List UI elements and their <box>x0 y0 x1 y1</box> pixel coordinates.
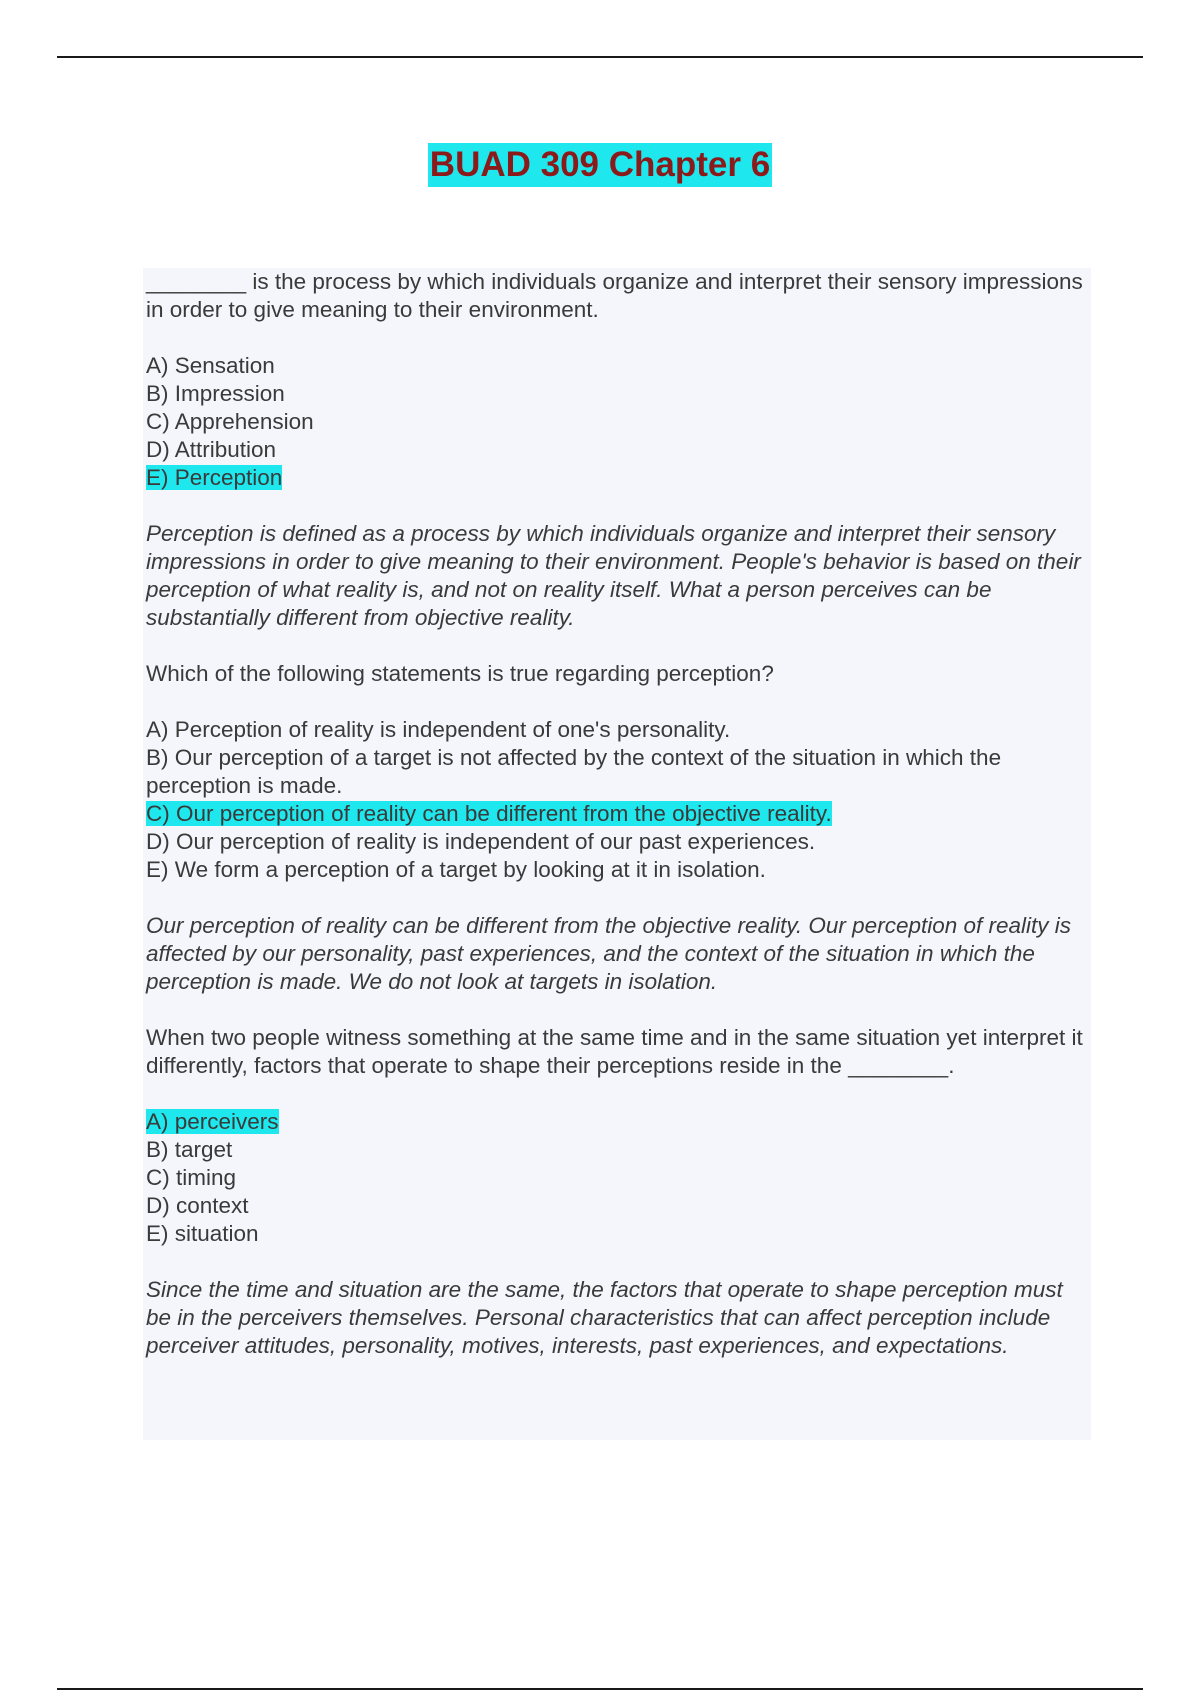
question-block-2 <box>146 660 1091 996</box>
answer-option: D) Attribution <box>146 437 277 462</box>
correct-answer-option: A) perceivers <box>146 1109 279 1134</box>
answer-option: E) We form a perception of a target by looking at it in isolation. <box>146 857 766 882</box>
answer-option: E) situation <box>146 1221 259 1246</box>
answer-options <box>146 352 1091 492</box>
question-text: ________ is the process by which individuals organize and interpret their sensory impressions in order to give meaning to their environment. <box>146 269 1083 322</box>
bottom-rule <box>57 1688 1143 1690</box>
question-block-3 <box>146 1024 1091 1360</box>
answer-option: D) Our perception of reality is independent of our past experiences. <box>146 829 816 854</box>
question-text: When two people witness something at the same time and in the same situation yet interpret it differently, factors that operate to shape their perceptions reside in the ________. <box>146 1025 1083 1078</box>
answer-option: B) target <box>146 1137 233 1162</box>
question-list <box>146 268 1091 1360</box>
answer-explanation: Since the time and situation are the same, the factors that operate to shape perception must be in the perceivers themselves. Personal characteristics that can affect perception include perceiver attitudes, personality, motives, interests, past experiences, and expectations. <box>146 1277 1063 1358</box>
answer-option: C) timing <box>146 1165 237 1190</box>
top-rule <box>57 56 1143 58</box>
answer-options <box>146 716 1091 884</box>
answer-option: B) Impression <box>146 381 285 406</box>
page-title: BUAD 309 Chapter 6 <box>428 143 772 187</box>
answer-option: C) Apprehension <box>146 409 314 434</box>
question-block-1 <box>146 268 1091 632</box>
answer-option: A) Perception of reality is independent of one's personality. <box>146 717 731 742</box>
correct-answer-option: E) Perception <box>146 465 283 490</box>
correct-answer-option: C) Our perception of reality can be different from the objective reality. <box>146 801 832 826</box>
title-area <box>0 143 1200 187</box>
question-text: Which of the following statements is true regarding perception? <box>146 661 774 686</box>
answer-option: B) Our perception of a target is not affected by the context of the situation in which the perception is made. <box>146 745 1002 798</box>
answer-explanation: Perception is defined as a process by which individuals organize and interpret their sensory impressions in order to give meaning to their environment. People's behavior is based on their perception of what reality is, and not on reality itself. What a person perceives can be substantially different from objective reality. <box>146 521 1081 630</box>
answer-option: A) Sensation <box>146 353 275 378</box>
answer-option: D) context <box>146 1193 249 1218</box>
answer-options <box>146 1108 1091 1248</box>
answer-explanation: Our perception of reality can be different from the objective reality. Our perception of reality is affected by our personality, past experiences, and the context of the situation in which the perception is made. We do not look at targets in isolation. <box>146 913 1072 994</box>
